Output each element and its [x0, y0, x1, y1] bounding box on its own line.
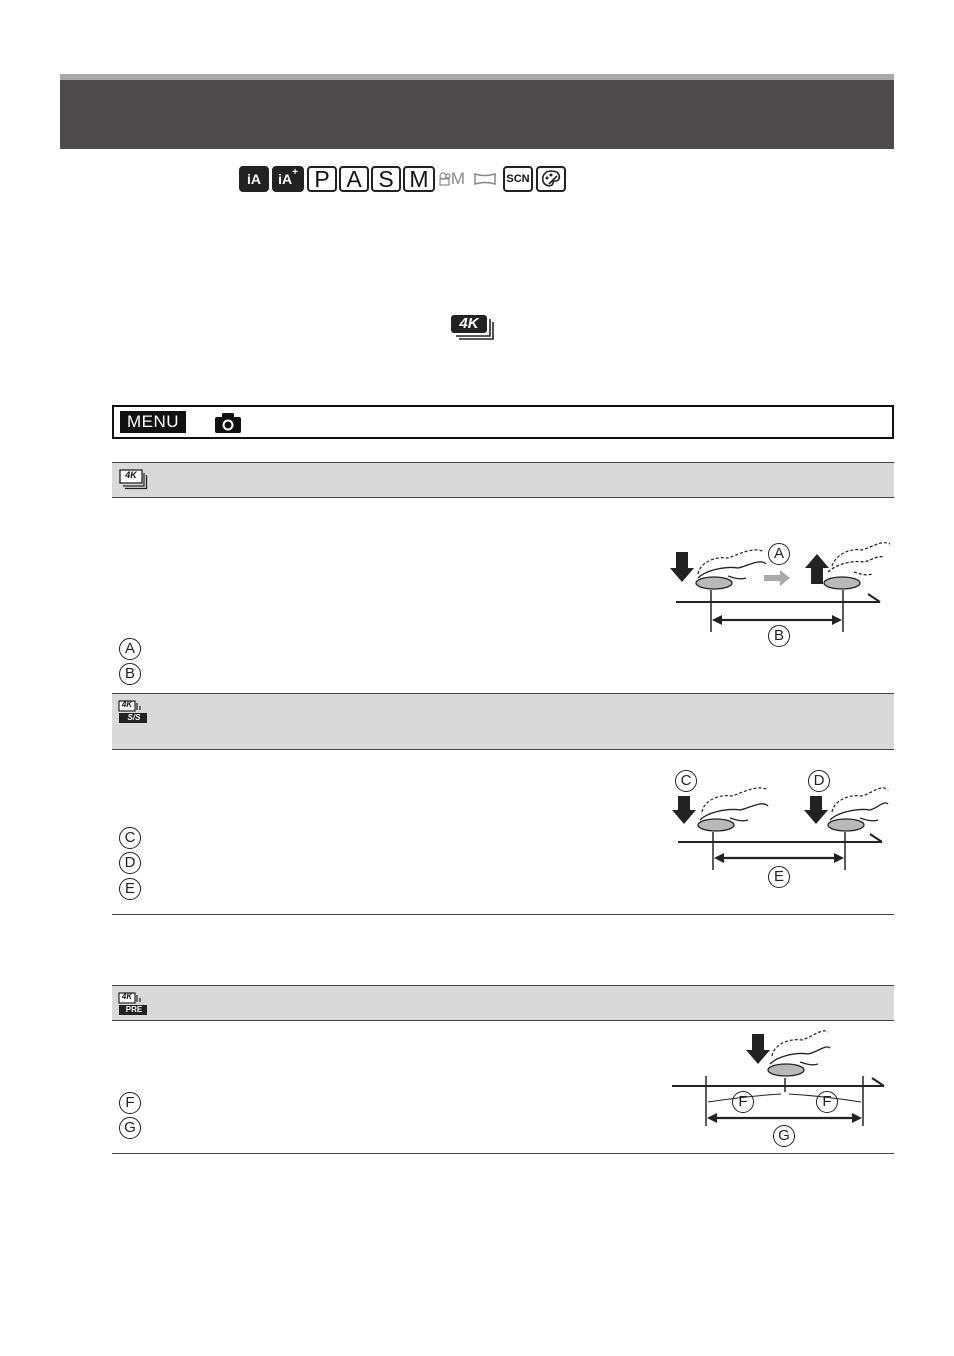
ia-plus-label: iA: [278, 171, 293, 187]
section-pre-burst-header: [112, 985, 894, 1021]
s-label: S: [378, 165, 394, 192]
manual-mode-icon: [403, 166, 435, 192]
ia-label: iA: [247, 171, 261, 187]
creative-control-mode-icon: [536, 166, 566, 192]
movie-camera-icon: [439, 172, 451, 186]
4k-pre-burst-icon-sub: PRE: [125, 1005, 143, 1014]
callout-f-right-diagram: F: [816, 1091, 838, 1113]
p-label: P: [314, 165, 330, 192]
creative-video-mode-icon: [437, 166, 467, 192]
menu-tag: MENU: [120, 411, 186, 433]
shutter-priority-mode-icon: [371, 166, 401, 192]
intelligent-auto-mode-icon: [239, 166, 269, 192]
4k-pre-burst-icon: [118, 992, 148, 1021]
callout-b-diagram: B: [768, 625, 790, 647]
callout-a-legend: A: [119, 638, 141, 660]
4k-burst-ss-icon: [118, 700, 148, 729]
4k-photo-icon-label: 4K: [459, 315, 479, 332]
callout-g-legend: G: [119, 1117, 141, 1139]
callout-e-diagram: E: [768, 866, 790, 888]
4k-photo-icon: [450, 314, 495, 340]
callout-a-diagram: A: [768, 543, 790, 565]
callout-f-left-diagram: F: [732, 1091, 754, 1113]
scn-label: SCN: [506, 173, 530, 185]
camera-icon: [214, 413, 242, 433]
chapter-header-band: [60, 74, 894, 149]
callout-d-legend: D: [119, 852, 141, 874]
program-mode-icon: [307, 166, 337, 192]
4k-burst-icon-label: 4K: [125, 470, 137, 480]
callout-b-legend: B: [119, 663, 141, 685]
scene-guide-mode-icon: [503, 166, 533, 192]
palette-icon: [540, 169, 562, 189]
aperture-priority-mode-icon: [339, 166, 369, 192]
callout-c-diagram: C: [675, 770, 697, 792]
section-burst-header: [112, 462, 894, 498]
section-start-stop-header: [112, 693, 894, 750]
4k-burst-icon: [119, 469, 149, 496]
menu-path-bar: [112, 405, 894, 439]
section-bottom-divider: [112, 1153, 894, 1154]
4k-pre-burst-icon-label: 4K: [121, 992, 133, 1001]
callout-e-legend: E: [119, 878, 141, 900]
callout-f-legend: F: [119, 1092, 141, 1114]
panorama-mode-icon: [470, 166, 500, 192]
section-divider: [112, 914, 894, 915]
a-label: A: [346, 165, 362, 192]
callout-d-diagram: D: [808, 770, 830, 792]
callout-c-legend: C: [119, 827, 141, 849]
callout-g-diagram: G: [773, 1125, 795, 1147]
movie-m-label: M: [450, 169, 466, 188]
m-label: M: [409, 165, 429, 192]
intelligent-auto-plus-mode-icon: iA +: [272, 166, 304, 192]
4k-burst-ss-icon-label: 4K: [121, 700, 133, 709]
4k-burst-ss-icon-sub: S/S: [127, 713, 141, 722]
